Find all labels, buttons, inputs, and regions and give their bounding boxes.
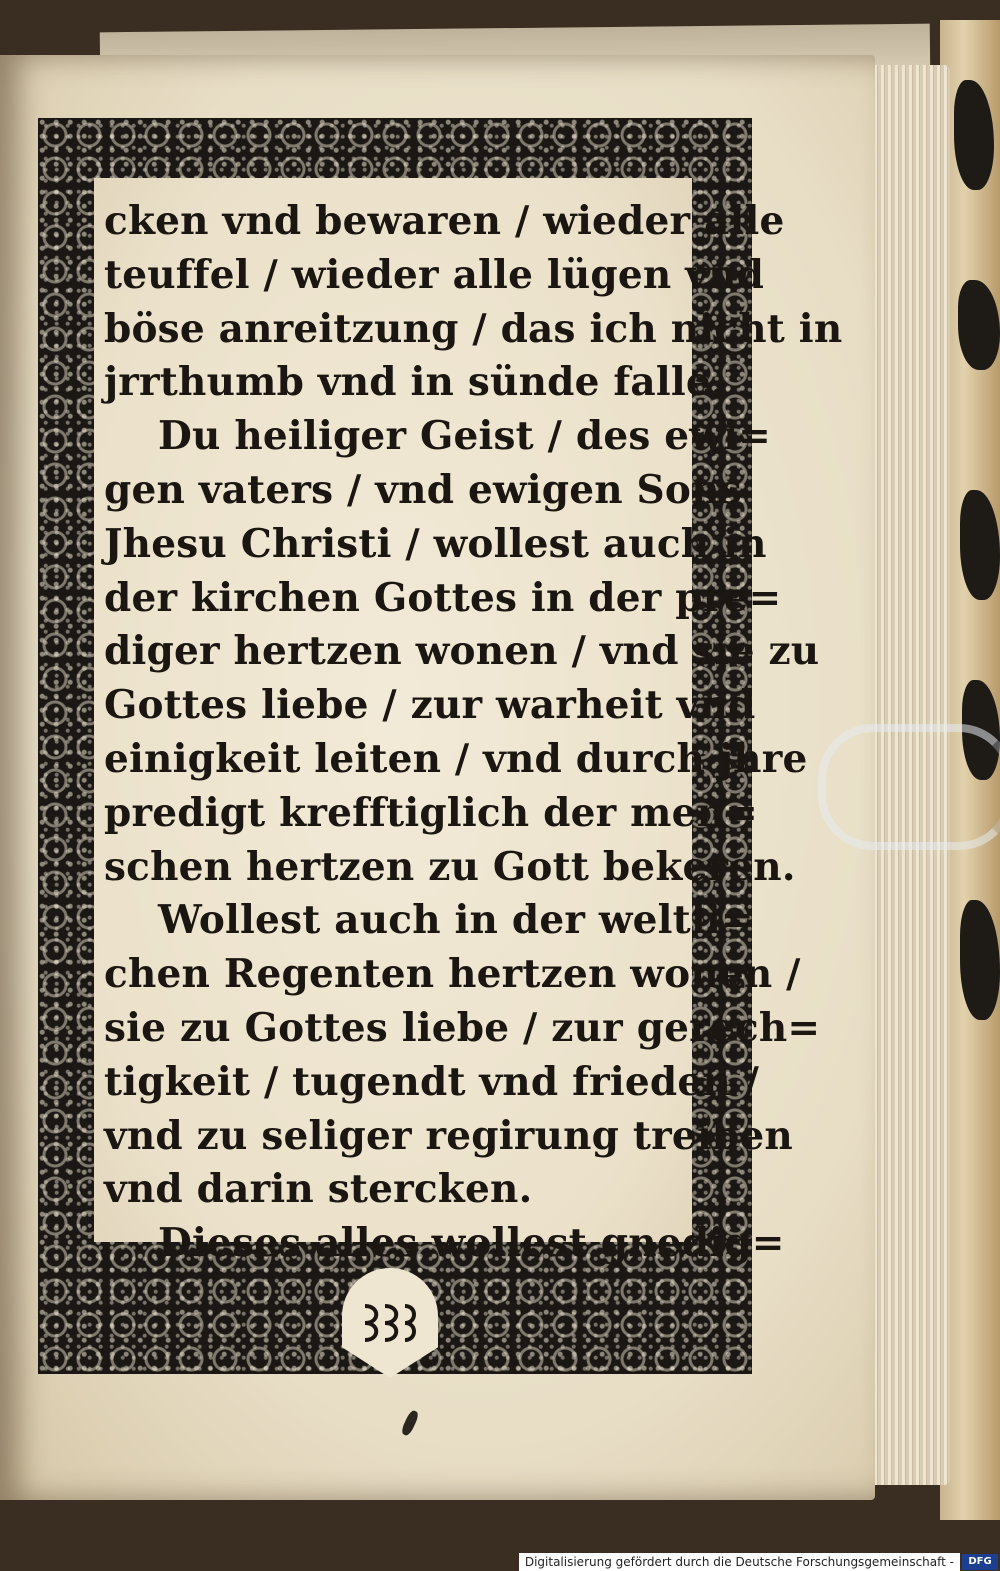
dfg-logo: DFG (962, 1554, 998, 1570)
text-line-13: schen hertzen zu Gott bekeren. (104, 843, 796, 890)
text-line-14: Wollest auch in der weltli= (158, 897, 754, 944)
monogram-icon (355, 1298, 425, 1348)
text-line-17: tigkeit / tugendt vnd frieden / (104, 1058, 760, 1105)
text-line-7: Jhesu Christi / wollest auch in (104, 520, 767, 567)
digitization-credit: Digitalisierung gefördert durch die Deutsche Forschungsgemeinschaft - (519, 1553, 960, 1571)
text-line-1: cken vnd bewaren / wieder alle (104, 198, 785, 244)
text-line-19: vnd darin stercken. (104, 1166, 533, 1213)
text-line-12: predigt krefftiglich der men= (104, 789, 759, 836)
text-line-5: Du heiliger Geist / des ewi= (158, 413, 771, 460)
text-line-18: vnd zu seliger regirung treiben (104, 1112, 793, 1159)
text-line-9: diger hertzen wonen / vnd sie zu (104, 628, 820, 675)
text-line-20: Dieses alles wollest gnedig= (158, 1220, 785, 1267)
text-line-3: böse anreitzung / das ich nicht in (104, 305, 843, 352)
text-line-16: sie zu Gottes liebe / zur gerech= (104, 1004, 821, 1051)
text-line-6: gen vaters / vnd ewigen Sons (104, 466, 742, 513)
page-clip (818, 724, 1000, 850)
text-line-10: Gottes liebe / zur warheit vnd (104, 682, 756, 729)
text-line-2: teuffel / wieder alle lügen vnd (104, 251, 765, 298)
body-text (104, 195, 843, 1271)
text-line-4: jrrthumb vnd in sünde falle. (104, 359, 725, 406)
text-line-15: chen Regenten hertzen wonen / (104, 951, 801, 998)
text-line-11: einigkeit leiten / vnd durch jhre (104, 735, 808, 782)
text-line-8: der kirchen Gottes in der pre= (104, 574, 782, 621)
